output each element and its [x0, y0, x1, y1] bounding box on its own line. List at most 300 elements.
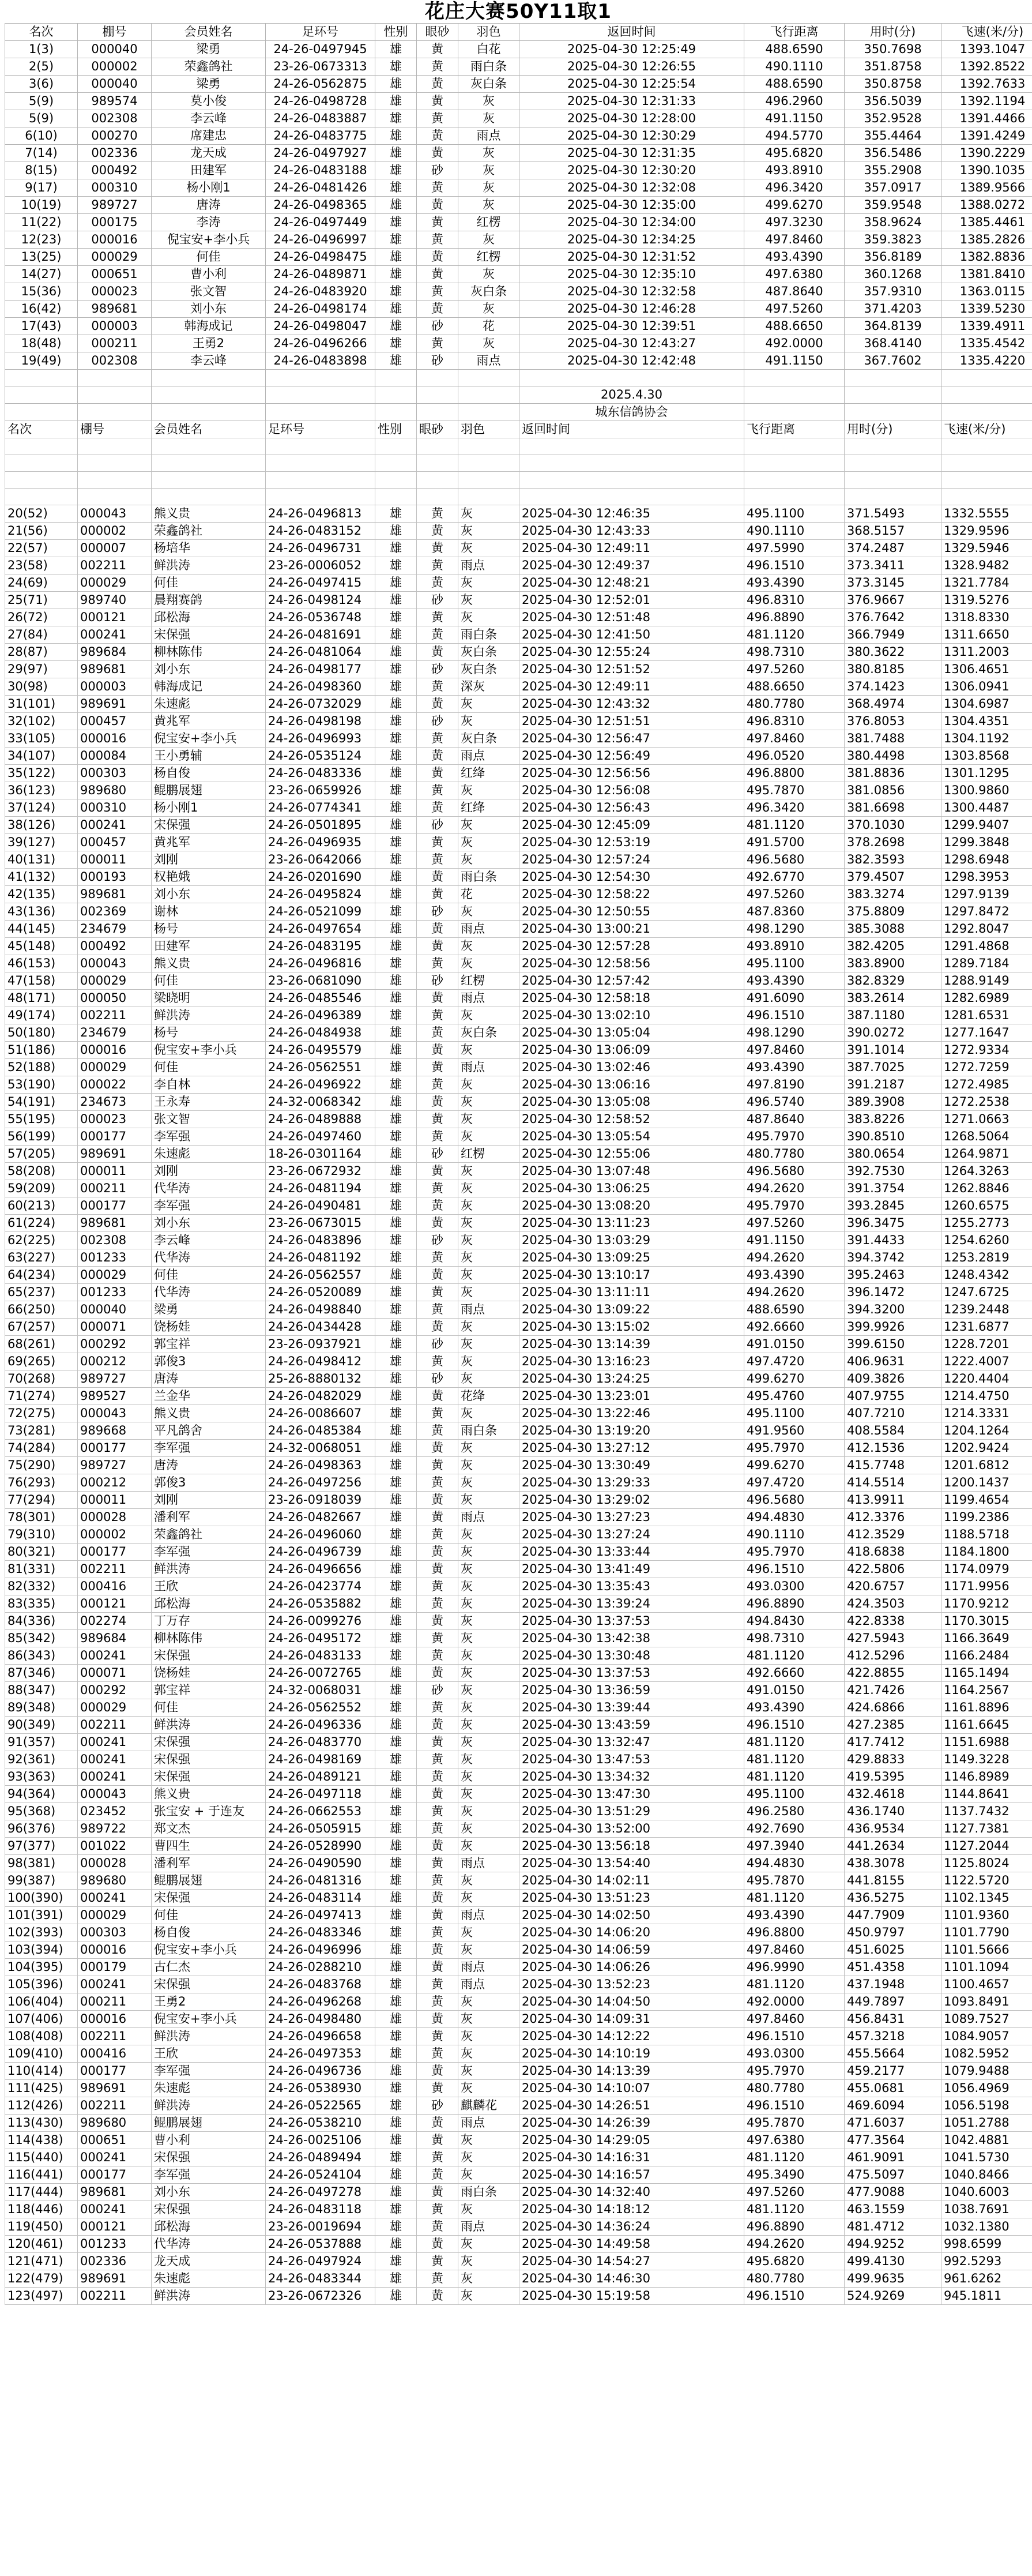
cell-eye: 黄: [417, 1197, 458, 1215]
header-rank: 名次: [5, 24, 78, 41]
table-row: [5, 1405, 1032, 1422]
cell-loft-no: 000292: [78, 1682, 152, 1699]
cell-ring-no: 24-32-0068031: [266, 1682, 375, 1699]
cell-speed: 1391.4466: [941, 110, 1032, 127]
cell-member-name: 宋保强: [152, 1890, 266, 1907]
cell-member-name: 黄兆军: [152, 713, 266, 730]
cell-return-time: 2025-04-30 14:12:22: [519, 2028, 744, 2045]
cell-sex: 雄: [375, 1284, 417, 1301]
cell-minutes: 429.8833: [845, 1751, 941, 1768]
cell-rank: 7(14): [5, 145, 78, 162]
cell-color: 灰白条: [458, 661, 519, 678]
table-row: [5, 1820, 1032, 1838]
cell-sex: 雄: [375, 352, 417, 370]
table-row: [5, 834, 1032, 851]
cell-rank: 116(441): [5, 2166, 78, 2184]
cell-sex: 雄: [375, 730, 417, 748]
cell-minutes: 412.3376: [845, 1509, 941, 1526]
cell-distance: 491.9560: [744, 1422, 845, 1440]
cell-minutes: 350.7698: [845, 41, 941, 58]
cell-loft-no: 989727: [78, 1370, 152, 1388]
cell-eye: 黄: [417, 2288, 458, 2305]
cell-loft-no: 989681: [78, 886, 152, 903]
cell-minutes: 385.3088: [845, 921, 941, 938]
cell-ring-no: 24-26-0483152: [266, 523, 375, 540]
table-row: [5, 938, 1032, 955]
cell-loft-no: 000040: [78, 76, 152, 93]
cell-color: 白花: [458, 41, 519, 58]
cell-return-time: 2025-04-30 13:06:25: [519, 1180, 744, 1197]
cell-loft-no: 001233: [78, 1249, 152, 1267]
cell-rank: 123(497): [5, 2288, 78, 2305]
cell-loft-no: 000050: [78, 990, 152, 1007]
cell-member-name: 杨自俊: [152, 765, 266, 782]
cell-sex: 雄: [375, 1630, 417, 1647]
cell-return-time: 2025-04-30 13:27:12: [519, 1440, 744, 1457]
cell-distance: 492.6770: [744, 869, 845, 886]
table-row: [5, 2236, 1032, 2253]
cell-minutes: 406.9631: [845, 1353, 941, 1370]
cell-distance: 497.8460: [744, 231, 845, 249]
cell-distance: 496.2960: [744, 93, 845, 110]
cell-member-name: 潘利军: [152, 1855, 266, 1872]
cell-color: 雨白条: [458, 58, 519, 76]
cell-minutes: 451.4358: [845, 1959, 941, 1976]
cell-color: 灰: [458, 2270, 519, 2288]
cell-minutes: 477.3564: [845, 2132, 941, 2149]
cell-member-name: 田建军: [152, 162, 266, 179]
cell-member-name: 曹四生: [152, 1838, 266, 1855]
header-loft-no: 棚号: [78, 24, 152, 41]
cell-sex: 雄: [375, 1942, 417, 1959]
cell-color: 麒麟花: [458, 2097, 519, 2115]
cell-return-time: 2025-04-30 12:45:09: [519, 817, 744, 834]
cell-minutes: 373.3145: [845, 574, 941, 592]
cell-ring-no: 24-26-0072765: [266, 1665, 375, 1682]
cell-minutes: 356.5039: [845, 93, 941, 110]
cell-member-name: 代华涛: [152, 2236, 266, 2253]
cell-color: 灰: [458, 1457, 519, 1474]
cell-distance: 494.8430: [744, 1613, 845, 1630]
cell-sex: 雄: [375, 1267, 417, 1284]
cell-rank: 75(290): [5, 1457, 78, 1474]
cell-distance: 494.4830: [744, 1855, 845, 1872]
cell-eye: 黄: [417, 1595, 458, 1613]
cell-distance: 481.1120: [744, 1768, 845, 1786]
cell-loft-no: 989680: [78, 2115, 152, 2132]
cell-loft-no: 000241: [78, 1734, 152, 1751]
cell-rank: 107(406): [5, 2011, 78, 2028]
cell-ring-no: 23-26-0659926: [266, 782, 375, 799]
cell-member-name: 宋保强: [152, 1751, 266, 1768]
cell-member-name: 田建军: [152, 938, 266, 955]
table-row: [5, 574, 1032, 592]
header-return-time: 返回时间: [519, 24, 744, 41]
cell-speed: 1231.6877: [941, 1319, 1032, 1336]
cell-color: 灰: [458, 301, 519, 318]
cell-color: 灰: [458, 335, 519, 352]
cell-speed: 1204.1264: [941, 1422, 1032, 1440]
table-row: [5, 1890, 1032, 1907]
cell-distance: 481.1120: [744, 1734, 845, 1751]
cell-speed: 1199.4654: [941, 1492, 1032, 1509]
cell-rank: 43(136): [5, 903, 78, 921]
cell-distance: 497.5260: [744, 301, 845, 318]
cell-member-name: 熊义贵: [152, 505, 266, 523]
cell-color: 灰: [458, 1872, 519, 1890]
cell-sex: 雄: [375, 1647, 417, 1665]
cell-sex: 雄: [375, 1976, 417, 1993]
table-row: [5, 1267, 1032, 1284]
cell-member-name: 宋保强: [152, 2149, 266, 2166]
cell-ring-no: 24-26-0484938: [266, 1024, 375, 1042]
cell-minutes: 390.8510: [845, 1128, 941, 1146]
cell-color: 雨点: [458, 1509, 519, 1526]
cell-eye: 黄: [417, 1838, 458, 1855]
cell-sex: 雄: [375, 1474, 417, 1492]
cell-distance: 481.1120: [744, 817, 845, 834]
cell-return-time: 2025-04-30 13:06:09: [519, 1042, 744, 1059]
cell-eye: 砂: [417, 903, 458, 921]
blank-row: [5, 489, 1032, 505]
cell-ring-no: 24-26-0483188: [266, 162, 375, 179]
cell-return-time: 2025-04-30 13:06:16: [519, 1076, 744, 1094]
cell-eye: 黄: [417, 2011, 458, 2028]
cell-eye: 砂: [417, 661, 458, 678]
cell-member-name: 谢林: [152, 903, 266, 921]
cell-distance: 481.1120: [744, 626, 845, 644]
cell-loft-no: 000177: [78, 1128, 152, 1146]
footer-org-row: [5, 404, 1032, 421]
cell-return-time: 2025-04-30 14:16:57: [519, 2166, 744, 2184]
blank-row: [5, 472, 1032, 489]
table-row: [5, 1215, 1032, 1232]
cell-distance: 492.7690: [744, 1820, 845, 1838]
table-row: [5, 1180, 1032, 1197]
cell-loft-no: 000007: [78, 540, 152, 557]
cell-eye: 黄: [417, 2166, 458, 2184]
cell-sex: 雄: [375, 266, 417, 283]
cell-rank: 51(186): [5, 1042, 78, 1059]
cell-speed: 1335.4542: [941, 335, 1032, 352]
cell-speed: 1214.4750: [941, 1388, 1032, 1405]
cell-ring-no: 24-26-0483775: [266, 127, 375, 145]
table-row: [5, 127, 1032, 145]
cell-color: 灰: [458, 1751, 519, 1768]
cell-eye: 黄: [417, 214, 458, 231]
cell-distance: 496.8310: [744, 592, 845, 609]
cell-member-name: 梁晓明: [152, 990, 266, 1007]
cell-member-name: 鲜洪涛: [152, 2028, 266, 2045]
cell-eye: 黄: [417, 1405, 458, 1422]
cell-color: 灰: [458, 2149, 519, 2166]
cell-distance: 481.1120: [744, 1751, 845, 1768]
cell-loft-no: 000029: [78, 1059, 152, 1076]
cell-speed: 1311.6650: [941, 626, 1032, 644]
cell-distance: 496.8800: [744, 765, 845, 782]
cell-minutes: 373.3411: [845, 557, 941, 574]
cell-loft-no: 000177: [78, 2063, 152, 2080]
table-row: [5, 2063, 1032, 2080]
cell-distance: 495.7970: [744, 2063, 845, 2080]
cell-rank: 49(174): [5, 1007, 78, 1024]
cell-return-time: 2025-04-30 13:07:48: [519, 1163, 744, 1180]
cell-speed: 1042.4881: [941, 2132, 1032, 2149]
cell-member-name: 席建忠: [152, 127, 266, 145]
table-row: [5, 197, 1032, 214]
cell-return-time: 2025-04-30 12:58:18: [519, 990, 744, 1007]
cell-speed: 1040.8466: [941, 2166, 1032, 2184]
cell-distance: 488.6590: [744, 76, 845, 93]
cell-member-name: 曹小利: [152, 2132, 266, 2149]
cell-sex: 雄: [375, 713, 417, 730]
cell-eye: 黄: [417, 283, 458, 301]
cell-minutes: 450.9797: [845, 1924, 941, 1942]
cell-ring-no: 24-26-0496816: [266, 955, 375, 972]
cell-distance: 498.7310: [744, 1630, 845, 1647]
cell-distance: 495.7870: [744, 2115, 845, 2132]
cell-speed: 1392.7633: [941, 76, 1032, 93]
cell-rank: 22(57): [5, 540, 78, 557]
cell-speed: 1201.6812: [941, 1457, 1032, 1474]
cell-eye: 黄: [417, 1440, 458, 1457]
cell-member-name: 熊义贵: [152, 1405, 266, 1422]
cell-member-name: 刘小东: [152, 661, 266, 678]
cell-rank: 28(87): [5, 644, 78, 661]
cell-sex: 雄: [375, 1024, 417, 1042]
cell-member-name: 唐涛: [152, 1370, 266, 1388]
cell-minutes: 469.6094: [845, 2097, 941, 2115]
cell-loft-no: 000002: [78, 1526, 152, 1544]
cell-ring-no: 24-26-0497256: [266, 1474, 375, 1492]
table-row: [5, 1544, 1032, 1561]
cell-loft-no: 000029: [78, 1699, 152, 1717]
table-row: [5, 1699, 1032, 1717]
cell-loft-no: 002308: [78, 352, 152, 370]
cell-speed: 1292.8047: [941, 921, 1032, 938]
cell-distance: 492.6660: [744, 1319, 845, 1336]
cell-rank: 88(347): [5, 1682, 78, 1699]
header-distance: 飞行距离: [744, 24, 845, 41]
table-row: [5, 266, 1032, 283]
cell-loft-no: 000003: [78, 318, 152, 335]
table-row: [5, 1561, 1032, 1578]
cell-eye: 黄: [417, 1786, 458, 1803]
cell-sex: 雄: [375, 1163, 417, 1180]
cell-speed: 1184.1800: [941, 1544, 1032, 1561]
cell-eye: 黄: [417, 266, 458, 283]
cell-distance: 496.8890: [744, 2218, 845, 2236]
cell-minutes: 455.0681: [845, 2080, 941, 2097]
cell-return-time: 2025-04-30 14:10:07: [519, 2080, 744, 2097]
cell-distance: 493.0300: [744, 1578, 845, 1595]
cell-distance: 494.2620: [744, 1284, 845, 1301]
cell-sex: 雄: [375, 1734, 417, 1751]
cell-loft-no: 000121: [78, 2218, 152, 2236]
cell-minutes: 475.5097: [845, 2166, 941, 2184]
cell-color: 灰: [458, 1890, 519, 1907]
cell-eye: 黄: [417, 110, 458, 127]
cell-member-name: 李云峰: [152, 352, 266, 370]
cell-eye: 黄: [417, 990, 458, 1007]
cell-eye: 黄: [417, 1301, 458, 1319]
cell-loft-no: 000011: [78, 1492, 152, 1509]
cell-member-name: 宋保强: [152, 1768, 266, 1786]
cell-return-time: 2025-04-30 12:52:01: [519, 592, 744, 609]
cell-rank: 97(377): [5, 1838, 78, 1855]
cell-sex: 雄: [375, 1907, 417, 1924]
cell-sex: 雄: [375, 1768, 417, 1786]
cell-minutes: 408.5584: [845, 1422, 941, 1440]
cell-return-time: 2025-04-30 12:34:00: [519, 214, 744, 231]
cell-distance: 496.1510: [744, 2097, 845, 2115]
cell-sex: 雄: [375, 1751, 417, 1768]
cell-eye: 黄: [417, 1613, 458, 1630]
cell-minutes: 409.3826: [845, 1370, 941, 1388]
cell-rank: 121(471): [5, 2253, 78, 2270]
cell-sex: 雄: [375, 1682, 417, 1699]
cell-sex: 雄: [375, 903, 417, 921]
cell-color: 灰: [458, 1613, 519, 1630]
cell-distance: 497.6380: [744, 2132, 845, 2149]
cell-speed: 1282.6989: [941, 990, 1032, 1007]
cell-ring-no: 24-26-0489494: [266, 2149, 375, 2166]
cell-member-name: 宋保强: [152, 817, 266, 834]
cell-ring-no: 24-26-0498177: [266, 661, 375, 678]
table-row: [5, 1838, 1032, 1855]
cell-ring-no: 24-26-0481691: [266, 626, 375, 644]
cell-speed: 1304.6987: [941, 696, 1032, 713]
table-row: [5, 1232, 1032, 1249]
cell-speed: 1272.2538: [941, 1094, 1032, 1111]
cell-loft-no: 000175: [78, 214, 152, 231]
cell-member-name: 邱松海: [152, 2218, 266, 2236]
cell-speed: 1166.2484: [941, 1647, 1032, 1665]
cell-distance: 496.5680: [744, 1163, 845, 1180]
cell-rank: 46(153): [5, 955, 78, 972]
cell-distance: 496.1510: [744, 1561, 845, 1578]
cell-sex: 雄: [375, 557, 417, 574]
table-row: [5, 1111, 1032, 1128]
table-row: [5, 799, 1032, 817]
cell-loft-no: 000177: [78, 1197, 152, 1215]
cell-distance: 496.5680: [744, 1492, 845, 1509]
cell-loft-no: 989684: [78, 1630, 152, 1647]
cell-minutes: 383.8900: [845, 955, 941, 972]
cell-minutes: 394.3742: [845, 1249, 941, 1267]
cell-eye: 黄: [417, 1457, 458, 1474]
cell-ring-no: 24-26-0496268: [266, 1993, 375, 2011]
cell-return-time: 2025-04-30 13:23:01: [519, 1388, 744, 1405]
cell-ring-no: 24-26-0562875: [266, 76, 375, 93]
cell-loft-no: 000023: [78, 283, 152, 301]
cell-distance: 488.6650: [744, 318, 845, 335]
cell-minutes: 387.1180: [845, 1007, 941, 1024]
cell-return-time: 2025-04-30 13:33:44: [519, 1544, 744, 1561]
cell-speed: 1391.4249: [941, 127, 1032, 145]
cell-loft-no: 000310: [78, 799, 152, 817]
table-row: [5, 990, 1032, 1007]
cell-minutes: 524.9269: [845, 2288, 941, 2305]
cell-return-time: 2025-04-30 13:09:25: [519, 1249, 744, 1267]
cell-sex: 雄: [375, 162, 417, 179]
cell-minutes: 381.8836: [845, 765, 941, 782]
cell-return-time: 2025-04-30 12:34:25: [519, 231, 744, 249]
cell-rank: 94(364): [5, 1786, 78, 1803]
cell-minutes: 455.5664: [845, 2045, 941, 2063]
cell-sex: 雄: [375, 1319, 417, 1336]
cell-speed: 1304.1192: [941, 730, 1032, 748]
cell-loft-no: 000071: [78, 1319, 152, 1336]
cell-ring-no: 23-26-0019694: [266, 2218, 375, 2236]
cell-color: 雨点: [458, 1976, 519, 1993]
cell-speed: 1228.7201: [941, 1336, 1032, 1353]
cell-ring-no: 24-26-0481426: [266, 179, 375, 197]
cell-minutes: 412.1536: [845, 1440, 941, 1457]
cell-sex: 雄: [375, 2045, 417, 2063]
cell-sex: 雄: [375, 318, 417, 335]
footer-date: 2025.4.30: [519, 386, 744, 404]
cell-sex: 雄: [375, 574, 417, 592]
table-row: [5, 76, 1032, 93]
cell-loft-no: 000121: [78, 609, 152, 626]
cell-eye: 黄: [417, 730, 458, 748]
cell-speed: 1393.1047: [941, 41, 1032, 58]
cell-return-time: 2025-04-30 12:51:52: [519, 661, 744, 678]
cell-return-time: 2025-04-30 12:28:00: [519, 110, 744, 127]
cell-sex: 雄: [375, 76, 417, 93]
cell-loft-no: 000043: [78, 505, 152, 523]
cell-member-name: 李军强: [152, 2166, 266, 2184]
cell-distance: 496.1510: [744, 557, 845, 574]
cell-loft-no: 002211: [78, 1561, 152, 1578]
cell-return-time: 2025-04-30 13:35:43: [519, 1578, 744, 1595]
cell-minutes: 436.5275: [845, 1890, 941, 1907]
cell-distance: 495.1100: [744, 1786, 845, 1803]
table-row: [5, 1319, 1032, 1336]
table-row: [5, 661, 1032, 678]
cell-loft-no: 000292: [78, 1336, 152, 1353]
cell-sex: 雄: [375, 1457, 417, 1474]
cell-member-name: 鲜洪涛: [152, 557, 266, 574]
table-row: [5, 886, 1032, 903]
cell-rank: 67(257): [5, 1319, 78, 1336]
cell-sex: 雄: [375, 1249, 417, 1267]
cell-speed: 1040.6003: [941, 2184, 1032, 2201]
cell-ring-no: 24-26-0483195: [266, 938, 375, 955]
cell-ring-no: 24-32-0068051: [266, 1440, 375, 1457]
cell-member-name: 莫小俊: [152, 93, 266, 110]
cell-rank: 72(275): [5, 1405, 78, 1422]
table-row: [5, 231, 1032, 249]
cell-minutes: 358.9624: [845, 214, 941, 231]
cell-sex: 雄: [375, 644, 417, 661]
cell-minutes: 389.3908: [845, 1094, 941, 1111]
cell-member-name: 何佳: [152, 574, 266, 592]
cell-speed: 1297.9139: [941, 886, 1032, 903]
cell-return-time: 2025-04-30 12:26:55: [519, 58, 744, 76]
cell-ring-no: 24-26-0521099: [266, 903, 375, 921]
cell-return-time: 2025-04-30 14:26:51: [519, 2097, 744, 2115]
cell-ring-no: 24-26-0498840: [266, 1301, 375, 1319]
cell-distance: 493.4390: [744, 1059, 845, 1076]
cell-loft-no: 989740: [78, 592, 152, 609]
cell-ring-no: 24-26-0537888: [266, 2236, 375, 2253]
cell-ring-no: 18-26-0301164: [266, 1146, 375, 1163]
cell-loft-no: 000241: [78, 817, 152, 834]
cell-distance: 496.3420: [744, 799, 845, 817]
cell-return-time: 2025-04-30 13:02:10: [519, 1007, 744, 1024]
